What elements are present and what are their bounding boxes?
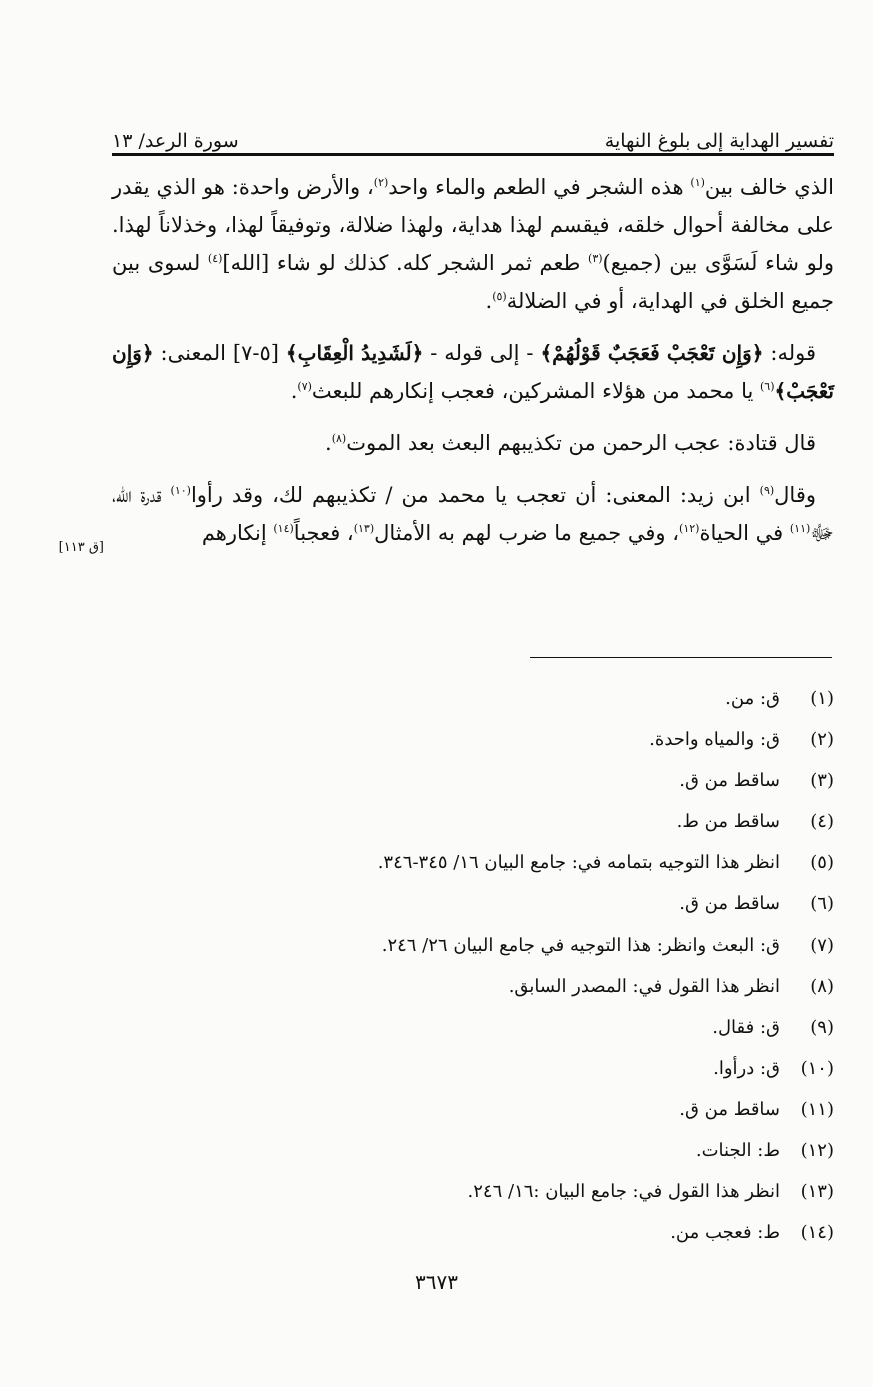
footnote-ref: (٨): [331, 432, 347, 445]
text-run: الذي خالف بين: [704, 175, 834, 199]
quran-verse: ﴿لَشَدِيدُ الْعِقَابِ﴾: [285, 341, 424, 365]
text-run: طعم ثمر الشجر كله. كذلك لو شاء [الله]: [222, 251, 589, 275]
footnote-ref: (١٠): [170, 484, 191, 497]
footnote-ref: (٧): [297, 380, 312, 393]
footnote-number: (٤): [810, 811, 834, 833]
footnote-text: انظر هذا القول في: جامع البيان :١٦/ ٢٤٦.: [467, 1181, 780, 1203]
footnote-item: [112, 1171, 834, 1212]
text-run: [٥-٧] المعنى:: [153, 341, 286, 365]
text-run: ، والأرض واحدة: هو الذي يقدر على مخالفة أحوال خلقه، فيقسم لهذا هداية، ولهذا ضلالة، وتوفيقاً لهذا، وخذلاناً لهذا. ولو شاء لَسَوَّى بين (جميع): [112, 175, 834, 275]
footnote-text: ساقط من ق.: [679, 893, 780, 915]
footnote-ref: (٢): [373, 176, 389, 189]
running-header: [112, 112, 834, 152]
footnote-item: [112, 760, 834, 801]
text-run: لسوى بين جميع الخلق في الهداية، أو في الضلالة: [112, 251, 834, 313]
paragraph-2: [112, 334, 834, 410]
text-run: يا محمد من هؤلاء المشركين، فعجب إنكارهم للبعث: [311, 379, 760, 403]
footnote-ref: (٦): [760, 380, 775, 393]
text-run: - إلى قوله -: [423, 341, 541, 365]
text-run: .: [290, 379, 298, 403]
footnote-text: ق: من.: [725, 688, 780, 709]
text-run: قال قتادة: عجب الرحمن من تكذيبهم البعث بعد الموت: [346, 431, 816, 455]
footnote-text: ق: فقال.: [712, 1016, 780, 1038]
main-text: [112, 168, 834, 552]
footnote-ref: (١١): [789, 522, 811, 535]
footnote-number: (١١): [800, 1098, 834, 1120]
quran-verse: ﴿وَإِن تَعْجَبْ فَعَجَبٌ قَوْلُهُمْ﴾: [540, 341, 764, 365]
footnote-number: (١): [810, 688, 834, 709]
footnote-ref: (٩): [759, 484, 775, 497]
footnote-text: ق: والمياه واحدة.: [649, 729, 780, 751]
footnote-item: [112, 883, 834, 924]
footnote-text: انظر هذا التوجيه بتمامه في: جامع البيان ١٦/ ٣٤٥-٣٤٦.: [377, 852, 780, 874]
footnote-item: [112, 966, 834, 1007]
text-run: قوله:: [763, 341, 817, 365]
text-run: وقال: [774, 483, 816, 507]
footnote-text: ط: فعجب من.: [670, 1222, 780, 1244]
text-run: .: [325, 431, 332, 455]
surah-label: سورة الرعد/ ١٣: [112, 130, 239, 152]
footnote-text: ط: الجنات.: [695, 1140, 780, 1162]
text-run: قدرة الله، ﷻ: [112, 483, 834, 545]
footnote-text: ق: درأوا.: [713, 1057, 780, 1079]
footnote-text: ساقط من ط.: [676, 811, 780, 833]
footnotes: [112, 678, 834, 1253]
text-run: ابن زيد: المعنى: أن تعجب يا محمد من / تكذيبهم لك، وقد رأوا: [190, 483, 760, 507]
footnote-item: [112, 1212, 834, 1253]
paragraph-3: [112, 424, 834, 462]
text-run: إنكارهم: [201, 521, 274, 545]
page-number: ٣٦٧٣: [415, 1270, 458, 1294]
footnote-ref: (٤): [207, 252, 223, 265]
text-run: ، وفي جميع ما ضرب لهم به الأمثال: [374, 521, 680, 545]
footnote-item: [112, 1130, 834, 1171]
manuscript-folio-note: [ق ١١٣]: [58, 540, 104, 555]
footnote-ref: (١٢): [679, 522, 700, 535]
footnote-number: (٢): [810, 729, 834, 751]
book-title: تفسير الهداية إلى بلوغ النهاية: [604, 130, 834, 152]
paragraph-1: [112, 168, 834, 320]
footnote-number: (٦): [810, 893, 834, 915]
header-rule: [112, 153, 834, 156]
footnote-item: [112, 1089, 834, 1130]
footnote-item: [112, 1048, 834, 1089]
footnote-text: انظر هذا القول في: المصدر السابق.: [508, 975, 780, 997]
footnote-ref: (١٤): [273, 522, 294, 535]
text-run: ، فعجباً: [293, 521, 354, 545]
footnote-item: [112, 719, 834, 760]
footnote-item: [112, 801, 834, 842]
footnote-number: (٣): [810, 770, 834, 792]
footnote-ref: (٣): [588, 252, 603, 265]
footnote-number: (٨): [810, 975, 834, 997]
footnote-text: ساقط من ق.: [679, 1098, 780, 1120]
footnote-ref: (١): [690, 176, 705, 189]
paragraph-4: [112, 476, 834, 552]
footnote-item: [112, 1007, 834, 1048]
footnote-number: (١٠): [800, 1057, 834, 1079]
footnote-number: (٩): [810, 1016, 834, 1038]
footnote-text: ق: البعث وانظر: هذا التوجيه في جامع البيان ٢٦/ ٢٤٦.: [381, 934, 780, 956]
footnote-item: [112, 842, 834, 883]
footnote-number: (١٤): [800, 1222, 834, 1244]
footnote-separator: [530, 657, 832, 658]
footnote-text: ساقط من ق.: [679, 770, 780, 792]
quran-verse: ﴿وَإِن تَعْجَبْ﴾: [112, 341, 834, 403]
footnote-ref: (٥): [492, 290, 507, 303]
text-run: هذه الشجر في الطعم والماء واحد: [388, 175, 691, 199]
text-run: في الحياة: [699, 521, 790, 545]
text-run: .: [485, 289, 493, 313]
footnote-ref: (١٣): [353, 522, 375, 535]
footnote-number: (٧): [810, 934, 834, 956]
footnote-item: [112, 678, 834, 719]
footnote-number: (١٢): [800, 1140, 834, 1162]
footnote-item: [112, 925, 834, 966]
footnote-number: (٥): [810, 852, 834, 874]
footnote-number: (١٣): [800, 1181, 834, 1203]
